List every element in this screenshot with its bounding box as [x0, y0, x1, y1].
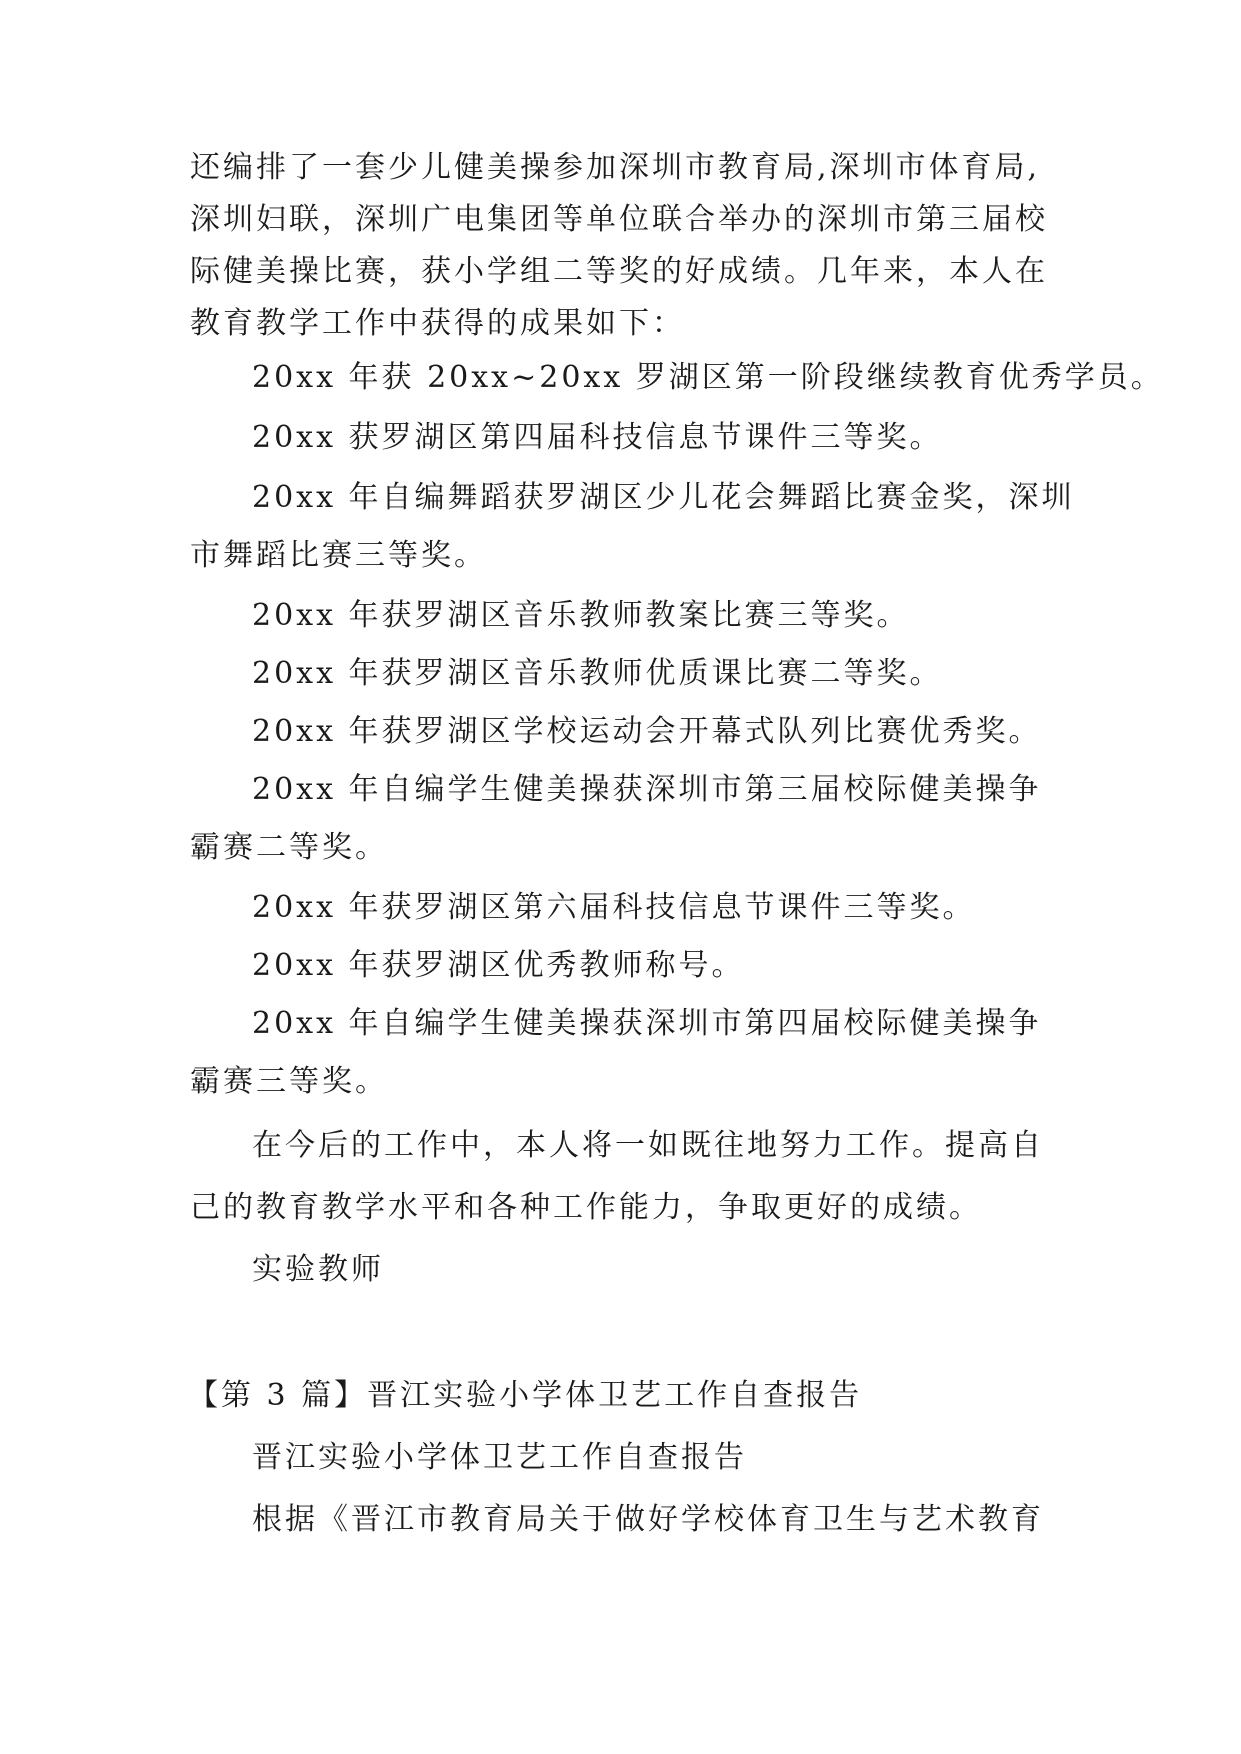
- section-heading: 【第 3 篇】晋江实验小学体卫艺工作自查报告: [188, 1378, 863, 1413]
- text-line: 际健美操比赛，获小学组二等奖的好成绩。几年来，本人在: [190, 254, 1048, 289]
- award-item: 20xx 年获罗湖区音乐教师优质课比赛二等奖。: [252, 656, 943, 691]
- award-item: 20xx 年获罗湖区第六届科技信息节课件三等奖。: [252, 890, 976, 925]
- text-line: 教育教学工作中获得的成果如下：: [190, 306, 685, 341]
- text-line: 根据《晋江市教育局关于做好学校体育卫生与艺术教育: [252, 1502, 1044, 1537]
- text-line: 还编排了一套少儿健美操参加深圳市教育局,深圳市体育局,: [190, 150, 1041, 185]
- text-line: 深圳妇联，深圳广电集团等单位联合举办的深圳市第三届校: [190, 202, 1048, 237]
- award-item: 20xx 年自编舞蹈获罗湖区少儿花会舞蹈比赛金奖，深圳: [252, 480, 1075, 515]
- award-item: 20xx 年自编学生健美操获深圳市第四届校际健美操争: [252, 1006, 1042, 1041]
- text-line: 己的教育教学水平和各种工作能力，争取更好的成绩。: [190, 1190, 982, 1225]
- text-line: 市舞蹈比赛三等奖。: [190, 538, 487, 573]
- award-item: 20xx 年获 20xx~20xx 罗湖区第一阶段继续教育优秀学员。: [252, 360, 1164, 395]
- award-item: 20xx 年获罗湖区学校运动会开幕式队列比赛优秀奖。: [252, 714, 1042, 749]
- text-line: 在今后的工作中，本人将一如既往地努力工作。提高自: [252, 1128, 1044, 1163]
- award-item: 20xx 年自编学生健美操获深圳市第三届校际健美操争: [252, 772, 1042, 807]
- report-title: 晋江实验小学体卫艺工作自查报告: [252, 1440, 747, 1475]
- text-line: 霸赛二等奖。: [190, 830, 388, 865]
- award-item: 20xx 年获罗湖区优秀教师称号。: [252, 948, 745, 983]
- text-line: 霸赛三等奖。: [190, 1064, 388, 1099]
- award-item: 20xx 获罗湖区第四届科技信息节课件三等奖。: [252, 420, 943, 455]
- award-item: 20xx 年获罗湖区音乐教师教案比赛三等奖。: [252, 598, 910, 633]
- signature-line: 实验教师: [252, 1252, 384, 1287]
